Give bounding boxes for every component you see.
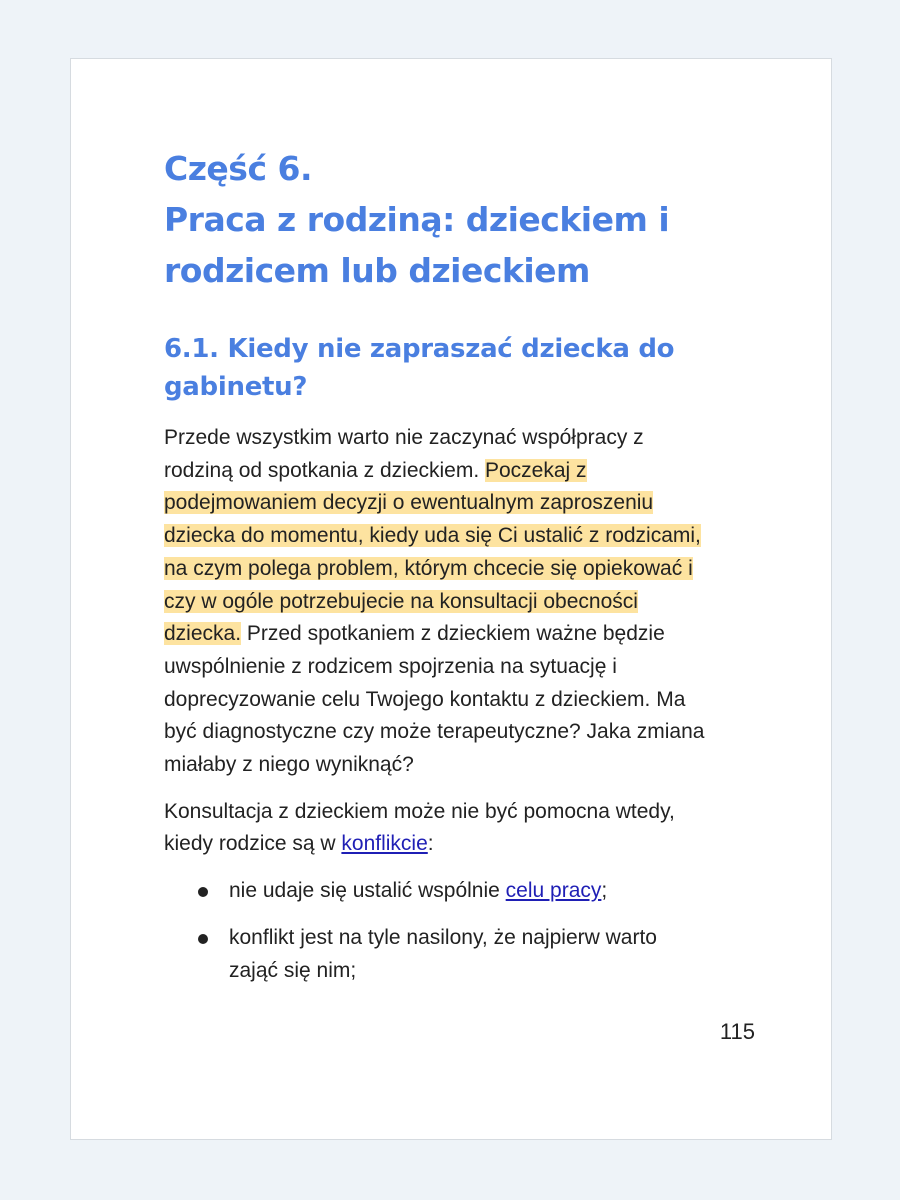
paragraph-line: doprecyzowanie celu Twojego kontaktu z dzieckiem. Ma (164, 687, 686, 711)
section-title-line: gabinetu? (164, 372, 308, 402)
paragraph-line: Konsultacja z dzieckiem może nie być pomocna wtedy, (164, 799, 675, 823)
paragraph-line (164, 586, 764, 619)
bullet-list (164, 875, 764, 987)
section-title-line: 6.1. Kiedy nie zapraszać dziecka do (164, 334, 675, 364)
list-item (164, 875, 764, 908)
paragraph-line (164, 455, 764, 488)
part-title (164, 143, 764, 296)
page-content (164, 143, 764, 1001)
paragraph-line: miałaby z niego wyniknąć? (164, 753, 414, 777)
page-number: 115 (719, 1019, 755, 1044)
paragraph-line: uwspólnienie z rodzicem spojrzenia na sytuację i (164, 654, 617, 678)
highlighted-text[interactable]: na czym polega problem, którym chcecie się opiekować i (164, 556, 693, 580)
link-konflikcie[interactable]: konflikcie (341, 832, 428, 856)
paragraph-line: być diagnostyczne czy może terapeutyczne? Jaka zmiana (164, 720, 705, 744)
paragraph-line (164, 618, 764, 651)
text-segment: nie udaje się ustalić wspólnie (229, 879, 506, 903)
list-item (164, 922, 764, 987)
part-title-line: Praca z rodziną: dzieckiem i (164, 200, 670, 239)
text-segment: ; (601, 879, 608, 903)
paragraph-line (164, 828, 764, 861)
bullet-icon (198, 887, 208, 897)
list-item-line: konflikt jest na tyle nasilony, że najpierw warto (229, 925, 657, 949)
part-title-line: Część 6. (164, 149, 312, 188)
paragraph-line (164, 487, 764, 520)
link-celu-pracy[interactable]: celu pracy (505, 879, 602, 903)
list-item-line: zająć się nim; (229, 958, 357, 982)
paragraph-line: Przede wszystkim warto nie zaczynać współpracy z (164, 426, 644, 449)
paragraph-line (164, 553, 764, 586)
book-page (70, 58, 832, 1140)
section-title (164, 330, 764, 406)
text-segment: rodziną od spotkania z dzieckiem. (164, 458, 485, 482)
bullet-icon (198, 934, 208, 944)
highlighted-text[interactable]: czy w ogóle potrzebujecie na konsultacji obecności (164, 589, 638, 613)
part-title-line: rodzicem lub dzieckiem (164, 251, 590, 290)
text-segment: : (427, 832, 434, 856)
text-segment: Przed spotkaniem z dzieckiem ważne będzie (241, 622, 665, 646)
paragraph-line (164, 520, 764, 553)
paragraph-consultation (164, 796, 764, 861)
paragraph-intro (164, 422, 764, 782)
list-item-line (229, 875, 764, 908)
highlighted-text[interactable]: dziecka do momentu, kiedy uda się Ci ustalić z rodzicami, (164, 524, 701, 548)
text-segment: kiedy rodzice są w (164, 832, 342, 856)
highlighted-text[interactable]: dziecka. (164, 622, 242, 646)
highlighted-text[interactable]: Poczekaj z (485, 458, 587, 482)
highlighted-text[interactable]: podejmowaniem decyzji o ewentualnym zaproszeniu (164, 491, 654, 515)
